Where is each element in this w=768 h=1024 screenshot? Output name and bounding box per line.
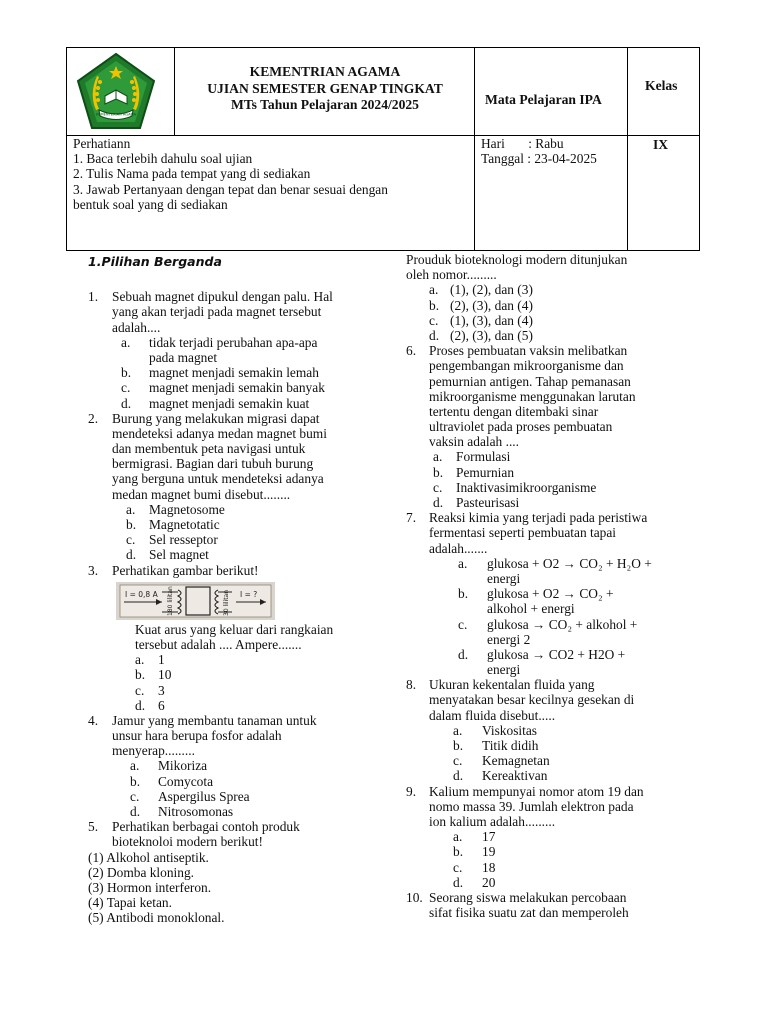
option-letter: c. (130, 788, 140, 804)
option-letter: a. (429, 282, 439, 298)
list-item: (1) Alkohol antiseptik. (88, 849, 209, 865)
question-text: dan membentuk peta navigasi untuk (112, 441, 306, 457)
question-text: mikroorganisme menggunakan larutan (429, 388, 636, 404)
question-text: Perhatikan berbagai contoh produk (112, 819, 300, 835)
option-letter: d. (126, 547, 137, 563)
option-text: glukosa → CO2 + H2O + (487, 646, 626, 662)
question-9 (406, 784, 706, 890)
question-5-continued (406, 252, 706, 343)
question-text: mendeteksi adanya medan magnet bumi (112, 425, 327, 441)
option-letter: d. (121, 395, 132, 411)
question-text: adalah....... (429, 540, 488, 556)
question-number: 9. (406, 783, 417, 799)
option-text: Mikoriza (158, 758, 208, 774)
transformer-image (116, 582, 275, 620)
option-text: (2), (3), dan (4) (450, 297, 533, 313)
question-text: pemurnian antigen. Tahap pemanasan (429, 373, 631, 389)
question-number: 1. (88, 289, 99, 305)
question-text: ultraviolet pada proses pembuatan (429, 419, 613, 435)
exam-date-info (481, 136, 597, 166)
question-text: medan magnet bumi disebut........ (112, 486, 291, 502)
institution-line: MTs Tahun Pelajaran 2024/2025 (231, 97, 419, 112)
left-column (88, 252, 384, 926)
unknown-current-label: I = ? (240, 589, 258, 599)
option-letter: a. (433, 449, 443, 465)
question-text: menyerap......... (112, 743, 195, 759)
institution-title (175, 64, 475, 114)
option-letter: d. (453, 874, 464, 890)
question-text: sifat fisika suatu zat dan memperoleh (429, 905, 629, 921)
subject-label: Mata Pelajaran IPA (485, 92, 602, 107)
question-text: nomo massa 39. Jumlah elektron pada (429, 798, 634, 814)
option-text: Viskositas (482, 722, 537, 738)
question-text: bioteknoloi modern berikut! (112, 834, 263, 850)
list-item: (5) Antibodi monoklonal. (88, 910, 225, 926)
option-letter: a. (126, 501, 136, 517)
question-number: 2. (88, 410, 99, 426)
transformer-figure (88, 578, 384, 622)
kemenag-logo (75, 52, 157, 132)
question-3 (88, 563, 384, 713)
option-text: (1), (2), dan (3) (450, 282, 533, 298)
option-text: 20 (482, 874, 496, 890)
question-2 (88, 411, 384, 563)
exam-date: Tanggal : 23-04-2025 (481, 151, 597, 167)
option-letter: b. (433, 464, 444, 480)
list-item: (3) Hormon interferon. (88, 879, 212, 895)
option-text: glukosa → CO₂ + alkohol + (487, 616, 638, 632)
option-text: Formulasi (456, 449, 511, 465)
option-letter: c. (121, 380, 131, 396)
option-text: 19 (482, 844, 496, 860)
question-text: Ukuran kekentalan fluida yang (429, 677, 595, 693)
class-value: IX (653, 137, 669, 152)
option-letter: b. (130, 773, 141, 789)
option-text: energi (487, 662, 521, 678)
question-text: Seorang siswa melakukan percobaan (429, 889, 627, 905)
question-text: Kalium mempunyai nomor atom 19 dan (429, 783, 644, 799)
current-label: I = 0,8 A (125, 589, 158, 599)
option-text: 3 (158, 682, 165, 698)
option-letter: b. (121, 365, 132, 381)
option-text: Aspergilus Sprea (158, 788, 250, 804)
option-letter: b. (429, 297, 440, 313)
question-text: yang akan terjadi pada magnet tersebut (112, 304, 322, 320)
instruction-item: 2. Tulis Nama pada tempat yang di sediakan (73, 166, 311, 182)
logo-lettering: KEMENTERIAN AGAMA (95, 112, 137, 117)
option-text: Comycota (158, 773, 214, 789)
option-letter: c. (135, 682, 145, 698)
option-letter: b. (453, 738, 464, 753)
option-text: (2), (3), dan (5) (450, 327, 533, 343)
option-text: tidak terjadi perubahan apa-apa (149, 334, 318, 350)
question-text: Proses pembuatan vaksin melibatkan (429, 343, 628, 359)
option-letter: b. (453, 844, 464, 860)
option-letter: d. (130, 804, 141, 819)
question-text: Jamur yang membantu tanaman untuk (112, 712, 317, 728)
question-number: 3. (88, 562, 99, 578)
option-letter: c. (453, 859, 463, 875)
question-7 (406, 510, 706, 677)
option-letter: b. (458, 586, 469, 602)
list-item: (2) Domba kloning. (88, 864, 194, 880)
option-text: Inaktivasimikroorganisme (456, 479, 597, 495)
option-letter: c. (429, 312, 439, 328)
question-8 (406, 677, 706, 783)
question-1 (88, 289, 384, 411)
question-4 (88, 713, 384, 819)
question-text: adalah.... (112, 319, 161, 335)
option-text: energi (487, 570, 521, 586)
question-text: menyatakan besar kecilnya gesekan di (429, 692, 635, 708)
instructions (73, 136, 473, 212)
instruction-item: bentuk soal yang di sediakan (73, 196, 228, 212)
option-letter: c. (453, 753, 463, 769)
instruction-item: 1. Baca terlebih dahulu soal ujian (73, 151, 253, 167)
institution-line: UJIAN SEMESTER GENAP TINGKAT (207, 80, 443, 96)
option-letter: a. (135, 652, 145, 668)
option-text: 18 (482, 859, 496, 875)
question-text: Prouduk bioteknologi modern ditunjukan (406, 252, 628, 267)
option-text: Sel resseptor (149, 532, 218, 548)
option-text: magnet menjadi semakin kuat (149, 395, 310, 411)
question-10 (406, 890, 706, 920)
primary-winding-label: 180 lilitan (167, 585, 174, 616)
spacer (88, 274, 384, 289)
option-letter: d. (135, 697, 146, 713)
question-text: Reaksi kimia yang terjadi pada peristiwa (429, 510, 648, 526)
option-text: Pemurnian (456, 464, 515, 480)
option-text: magnet menjadi semakin banyak (149, 380, 325, 396)
question-number: 8. (406, 677, 417, 693)
option-text: Magnetosome (149, 501, 225, 517)
option-text: Pasteurisasi (456, 495, 520, 510)
question-6 (406, 343, 706, 510)
institution-line: KEMENTRIAN AGAMA (249, 64, 401, 79)
option-letter: a. (121, 334, 131, 350)
option-letter: b. (135, 667, 146, 683)
question-text: Sebuah magnet dipukul dengan palu. Hal (112, 289, 333, 305)
option-text: Nitrosomonas (158, 804, 234, 819)
option-letter: d. (429, 327, 440, 343)
question-number: 10. (406, 889, 423, 905)
option-text: 6 (158, 697, 165, 713)
question-text: vaksin adalah .... (429, 434, 519, 450)
option-letter: a. (453, 722, 463, 738)
option-letter: d. (433, 495, 444, 510)
question-text: bermigrasi. Bagian dari tubuh burung (112, 456, 314, 472)
question-text: unsur hara berupa fosfor adalah (112, 728, 282, 744)
secondary-winding-label: 30 lilitan (223, 589, 230, 616)
option-text: 10 (158, 667, 172, 683)
class-label: Kelas (645, 78, 678, 93)
question-number: 7. (406, 510, 417, 526)
option-text: alkohol + energi (487, 601, 575, 617)
option-text: glukosa + O2 → CO₂ + (487, 586, 614, 602)
option-text: magnet menjadi semakin lemah (149, 365, 319, 381)
option-letter: c. (126, 532, 136, 548)
section-title: 1.Pilihan Berganda (88, 254, 222, 269)
option-letter: b. (126, 517, 137, 532)
right-column (406, 252, 706, 920)
question-text: tersebut adalah .... Ampere....... (135, 636, 302, 652)
option-letter: c. (433, 479, 443, 495)
question-text: dalam fluida disebut..... (429, 707, 556, 723)
option-text: (1), (3), dan (4) (450, 312, 533, 328)
option-text: Sel magnet (149, 547, 209, 563)
question-number: 4. (88, 712, 99, 728)
question-text: fermentasi seperti pembuatan tapai (429, 525, 617, 541)
option-letter: c. (458, 616, 468, 632)
option-text: glukosa + O2 → CO₂ + H₂O + (487, 555, 652, 571)
option-letter: d. (458, 646, 469, 662)
option-letter: a. (458, 555, 468, 571)
question-text: oleh nomor......... (406, 267, 497, 283)
exam-header (66, 47, 700, 251)
option-text: 1 (158, 652, 165, 668)
question-text: Perhatikan gambar berikut! (112, 562, 259, 578)
instruction-item: 3. Jawab Pertanyaan dengan tepat dan benar sesuai dengan (73, 181, 388, 197)
question-text: Kuat arus yang keluar dari rangkaian (135, 621, 334, 637)
question-text: yang berguna untuk mendeteksi adanya (112, 471, 324, 487)
option-letter: d. (453, 768, 464, 784)
exam-day: Hari : Rabu (481, 136, 564, 151)
option-text: Kereaktivan (482, 768, 548, 784)
divider (627, 48, 628, 250)
option-text: Kemagnetan (482, 753, 550, 769)
question-text: Burung yang melakukan migrasi dapat (112, 410, 320, 426)
list-item: (4) Tapai ketan. (88, 895, 172, 911)
question-number: 5. (88, 819, 99, 835)
option-letter: a. (130, 758, 140, 774)
question-text: ion kalium adalah......... (429, 813, 556, 829)
option-letter: a. (453, 829, 463, 845)
question-text: pengembangan mikroorganisme dan (429, 358, 624, 374)
instructions-title: Perhatiann (73, 136, 131, 151)
option-text: Titik didih (482, 738, 539, 753)
question-number: 6. (406, 343, 417, 359)
option-text: energi 2 (487, 631, 531, 647)
question-5 (88, 819, 384, 925)
question-text: tertentu dengan ditembaki sinar (429, 403, 599, 419)
option-text: Magnetotatic (149, 517, 220, 532)
option-text: pada magnet (149, 349, 218, 365)
option-text: 17 (482, 829, 496, 845)
